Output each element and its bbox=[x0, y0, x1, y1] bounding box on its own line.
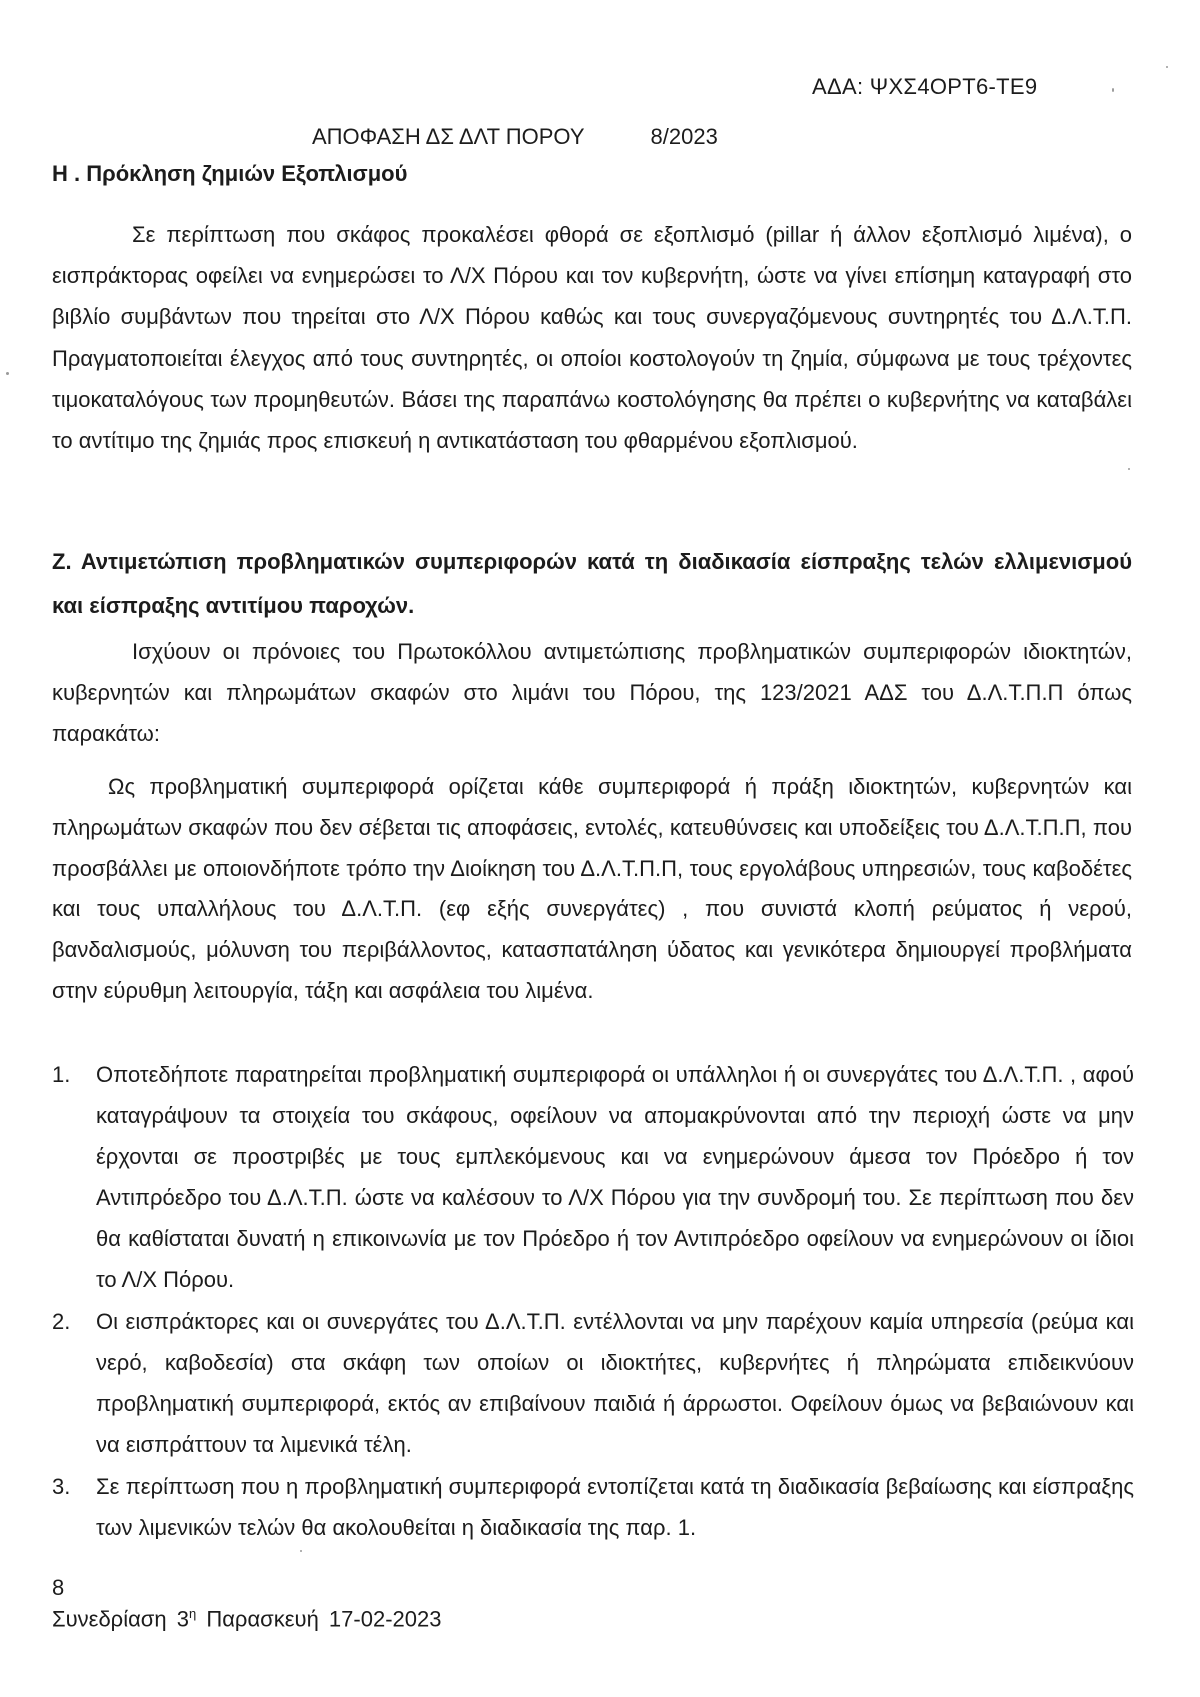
session-ordinal: η bbox=[188, 1606, 197, 1621]
scan-speck bbox=[1112, 88, 1114, 92]
section-z-heading: Ζ. Αντιμετώπιση προβληματικών συμπεριφορών κατά τη διαδικασία είσπραξης τελών ελλιμενισμού και είσπραξης αντιτίμου παροχών. bbox=[52, 549, 1132, 618]
session-prefix: Συνεδρίαση 3 bbox=[52, 1606, 189, 1632]
section-h-text: Σε περίπτωση που σκάφος προκαλέσει φθορά σε εξοπλισμό (pillar ή άλλον εξοπλισμό λιμένα), ο εισπράκτορας οφείλει να ενημερώσει το Λ/Χ Πόρου και τον κυβερνήτη, ώστε να γίνει επίσημη καταγραφή στο βιβλίο συμβάντων που τηρείται στο Λ/Χ Πόρου καθώς και τους συνεργαζόμενους συντηρητές του Δ.Λ.Τ.Π. Πραγματοποιείται έλεγχος από τους συντηρητές, οι οποίοι κοστολογούν τη ζημία, σύμφωνα με τους τρέχοντες τιμοκαταλόγους των προμηθευτών. Βάσει της παραπάνω κοστολόγησης θα πρέπει ο κυβερνήτης να καταβάλει το αντίτιμο της ζημιάς προς επισκευή η αντικατάσταση του φθαρμένου εξοπλισμού. bbox=[52, 222, 1132, 454]
list-item bbox=[52, 1301, 1134, 1465]
procedure-list bbox=[52, 1054, 1134, 1548]
list-item-text: Οι εισπράκτορες και οι συνεργάτες του Δ.Λ.Τ.Π. εντέλλονται να μην παρέχουν καμία υπηρεσία (ρεύμα και νερό, καβοδεσία) στα σκάφη των οποίων οι ιδιοκτήτες, κυβερνήτες ή πληρώματα επιδεικνύουν προβληματική συμπεριφορά, εκτός αν επιβαίνουν παιδιά ή άρρωστοι. Οφείλουν όμως να βεβαιώνουν και να εισπράττουν τα λιμενικά τέλη. bbox=[96, 1309, 1134, 1457]
list-item-number: 3. bbox=[52, 1474, 71, 1499]
scan-speck bbox=[6, 372, 9, 375]
section-z-intro bbox=[52, 631, 1132, 754]
page-number: 8 bbox=[52, 1575, 65, 1600]
list-item-text: Οποτεδήποτε παρατηρείται προβληματική συμπεριφορά οι υπάλληλοι ή οι συνεργάτες του Δ.Λ.Τ.Π. , αφού καταγράψουν τα στοιχεία του σκάφους, οφείλουν να απομακρύνονται από την περιοχή ώστε να μην έρχονται σε προστριβές με τους εμπλεκόμενους και να ενημερώνουν άμεσα τον Πρόεδρο ή τον Αντιπρόεδρο του Δ.Λ.Τ.Π. ώστε να καλέσουν το Λ/Χ Πόρου για την συνδρομή του. Σε περίπτωση που δεν θα καθίσταται δυνατή η επικοινωνία με τον Πρόεδρο ή τον Αντιπρόεδρο οφείλουν να ενημερώνουν οι ίδιοι το Λ/Χ Πόρου. bbox=[96, 1062, 1134, 1292]
list-item-number: 2. bbox=[52, 1309, 71, 1334]
list-item-number: 1. bbox=[52, 1062, 71, 1087]
list-item bbox=[52, 1466, 1134, 1548]
section-h-heading: Η . Πρόκληση ζημιών Εξοπλισμού bbox=[52, 161, 408, 186]
section-h-paragraph bbox=[52, 214, 1132, 461]
decision-header bbox=[312, 124, 718, 150]
section-z-definition-text: Ως προβληματική συμπεριφορά ορίζεται κάθε συμπεριφορά ή πράξη ιδιοκτητών, κυβερνητών και πληρωμάτων σκαφών που δεν σέβεται τις αποφάσεις, εντολές, κατευθύνσεις και υποδείξεις του Δ.Λ.Τ.Π.Π, που προσβάλλει με οποιονδήποτε τρόπο την Διοίκηση του Δ.Λ.Τ.Π.Π, τους εργολάβους υπηρεσιών, τους καβοδέτες και τους υπαλλήλους του Δ.Λ.Τ.Π. (εφ εξής συνεργάτες) , που συνιστά κλοπή ρεύματος ή νερού, βανδαλισμούς, μόλυνση του περιβάλλοντος, κατασπατάληση ύδατος και γενικότερα δημιουργεί προβλήματα στην εύρυθμη λειτουργία, τάξη και ασφάλεια του λιμένα. bbox=[52, 774, 1132, 1003]
scan-speck bbox=[300, 1550, 302, 1552]
decision-title: ΑΠΟΦΑΣΗ ΔΣ ΔΛΤ ΠΟΡΟΥ bbox=[312, 124, 585, 149]
scan-speck bbox=[1166, 66, 1168, 68]
session-date: Παρασκευή 17-02-2023 bbox=[206, 1606, 442, 1632]
scan-speck bbox=[1128, 468, 1130, 470]
list-item-text: Σε περίπτωση που η προβληματική συμπεριφορά εντοπίζεται κατά τη διαδικασία βεβαίωσης και είσπραξης των λιμενικών τελών θα ακολουθείται η διαδικασία της παρ. 1. bbox=[96, 1474, 1134, 1540]
ada-code: ΑΔΑ: ΨΧΣ4ΟΡΤ6-ΤΕ9 bbox=[812, 74, 1038, 99]
decision-number: 8/2023 bbox=[650, 124, 718, 149]
session-line bbox=[52, 1606, 441, 1632]
list-item bbox=[52, 1054, 1134, 1300]
section-z-intro-text: Ισχύουν οι πρόνοιες του Πρωτοκόλλου αντιμετώπισης προβληματικών συμπεριφορών ιδιοκτητών, κυβερνητών και πληρωμάτων σκαφών στο λιμάνι του Πόρου, της 123/2021 ΑΔΣ του Δ.Λ.Τ.Π.Π όπως παρακάτω: bbox=[52, 639, 1132, 746]
section-z-definition bbox=[52, 767, 1132, 1012]
